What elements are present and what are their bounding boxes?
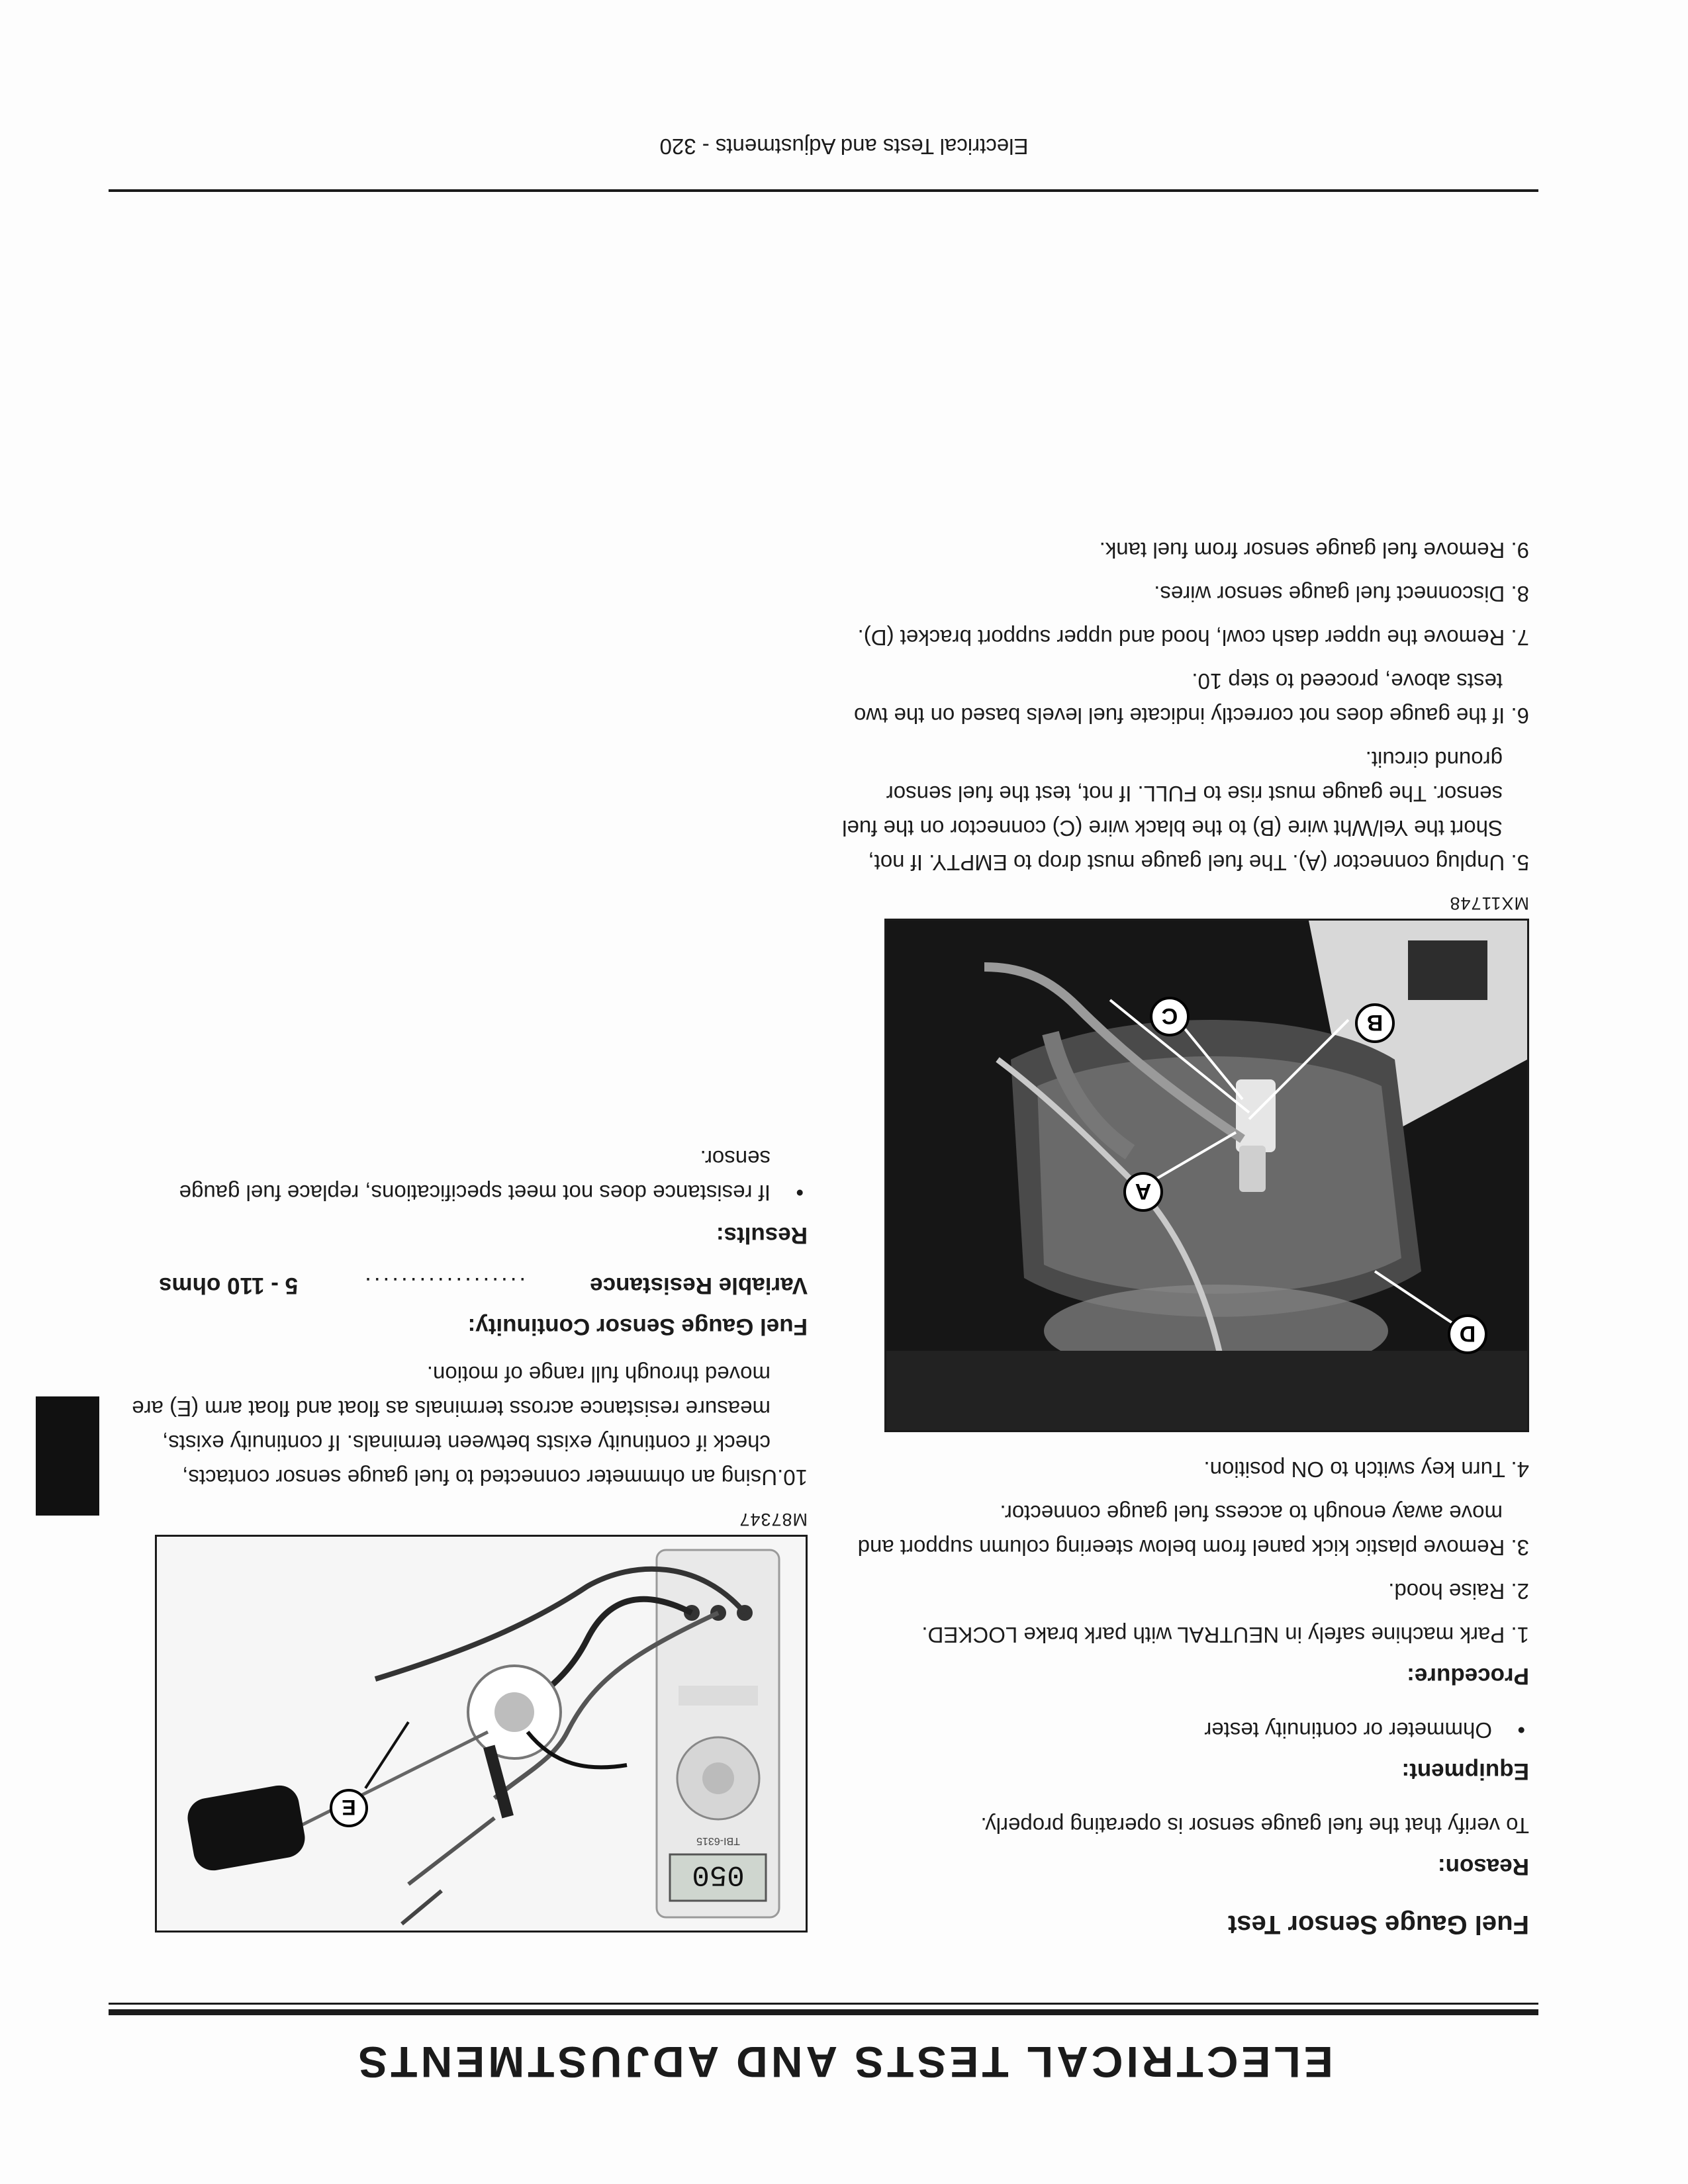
- spec-leader: ..................: [362, 1273, 526, 1298]
- step-6: 6. If the gauge does not correctly indicate fuel levels based on the two tests above, proceed to step 10.: [854, 669, 1529, 728]
- step-8: 8. Disconnect fuel gauge sensor wires.: [1154, 582, 1529, 606]
- page-footer: Electrical Tests and Adjustments - 320: [659, 134, 1029, 159]
- left-column: [834, 533, 1529, 1880]
- equipment-item: • Ohmmeter or continuity tester: [834, 1713, 1529, 1747]
- svg-text:E: E: [342, 1796, 356, 1819]
- fuel-tank-illustration: [886, 921, 1527, 1430]
- callout-c: [1151, 998, 1188, 1035]
- svg-text:D: D: [1459, 1321, 1476, 1346]
- bullet-icon: •: [1517, 1718, 1525, 1743]
- spec-value: 5 - 110 ohms: [159, 1273, 299, 1298]
- svg-text:B: B: [1366, 1010, 1383, 1035]
- figure-caption-1: M87347: [739, 1510, 808, 1529]
- step-2: 2. Raise hood.: [1388, 1579, 1529, 1604]
- section-edge-tab: [36, 1396, 99, 1516]
- results-heading: Results:: [716, 1222, 808, 1248]
- spec-label: Variable Resistance: [590, 1273, 808, 1298]
- header-rule-thin: [109, 2003, 1538, 2005]
- header-rule-thick: [109, 2009, 1538, 2015]
- section-title: Fuel Gauge Sensor Test: [1228, 1910, 1529, 1939]
- right-column: [119, 1141, 808, 1933]
- fuel-tank-photo: [884, 919, 1529, 1432]
- callout-e: [331, 1790, 367, 1826]
- meter-model: TBI-6315: [696, 1835, 740, 1846]
- bullet-icon: •: [796, 1181, 804, 1205]
- ohmmeter-illustration: [157, 1537, 806, 1931]
- procedure-heading: Procedure:: [1407, 1663, 1529, 1689]
- page-header-title: ELECTRICAL TESTS AND ADJUSTMENTS: [355, 2038, 1333, 2087]
- svg-text:C: C: [1161, 1003, 1178, 1028]
- reason-heading: Reason:: [1437, 1854, 1529, 1880]
- spec-row: [159, 1272, 808, 1298]
- step-9: 9. Remove fuel gauge sensor from fuel tank.: [1099, 538, 1529, 563]
- results-item: • If resistance does not meet specifications, replace fuel gauge sensor.: [119, 1141, 808, 1210]
- ohmmeter-photo: [155, 1535, 808, 1933]
- meter-display-reading: 050: [692, 1858, 745, 1891]
- figure-caption-2: MX11748: [1449, 893, 1529, 913]
- equipment-heading: Equipment:: [1401, 1758, 1529, 1784]
- step-7: 7. Remove the upper dash cowl, hood and upper support bracket (D).: [857, 625, 1529, 650]
- step-4: 4. Turn key switch to ON position.: [1203, 1457, 1529, 1482]
- callout-b: [1356, 1005, 1393, 1042]
- step-5: 5. Unplug connector (A). The fuel gauge must drop to EMPTY. If not, Short the Yel/Wht wire (B) to the black wire (C) connector on the fuel sensor. The gauge must rise to FULL. If not, test the fuel sensor ground circuit.: [842, 747, 1529, 875]
- step-1: 1. Park machine safely in NEUTRAL with park brake LOCKED.: [921, 1623, 1529, 1647]
- step-10: 10.Using an ohmmeter connected to fuel gauge sensor contacts, check if continuity exists between terminals. If continuity exists, measure resistance across terminals as float and float arm (E) are moved through full range of motion.: [132, 1362, 808, 1490]
- footer-rule: [109, 189, 1538, 192]
- svg-text:A: A: [1135, 1179, 1152, 1204]
- callout-d: [1449, 1316, 1486, 1353]
- reason-text: To verify that the fuel gauge sensor is operating properly.: [980, 1813, 1529, 1838]
- callout-a: [1125, 1173, 1162, 1210]
- continuity-heading: Fuel Gauge Sensor Continuity:: [467, 1314, 808, 1340]
- step-3: 3. Remove plastic kick panel from below steering column support and move away enough to access fuel gauge connector.: [857, 1501, 1529, 1560]
